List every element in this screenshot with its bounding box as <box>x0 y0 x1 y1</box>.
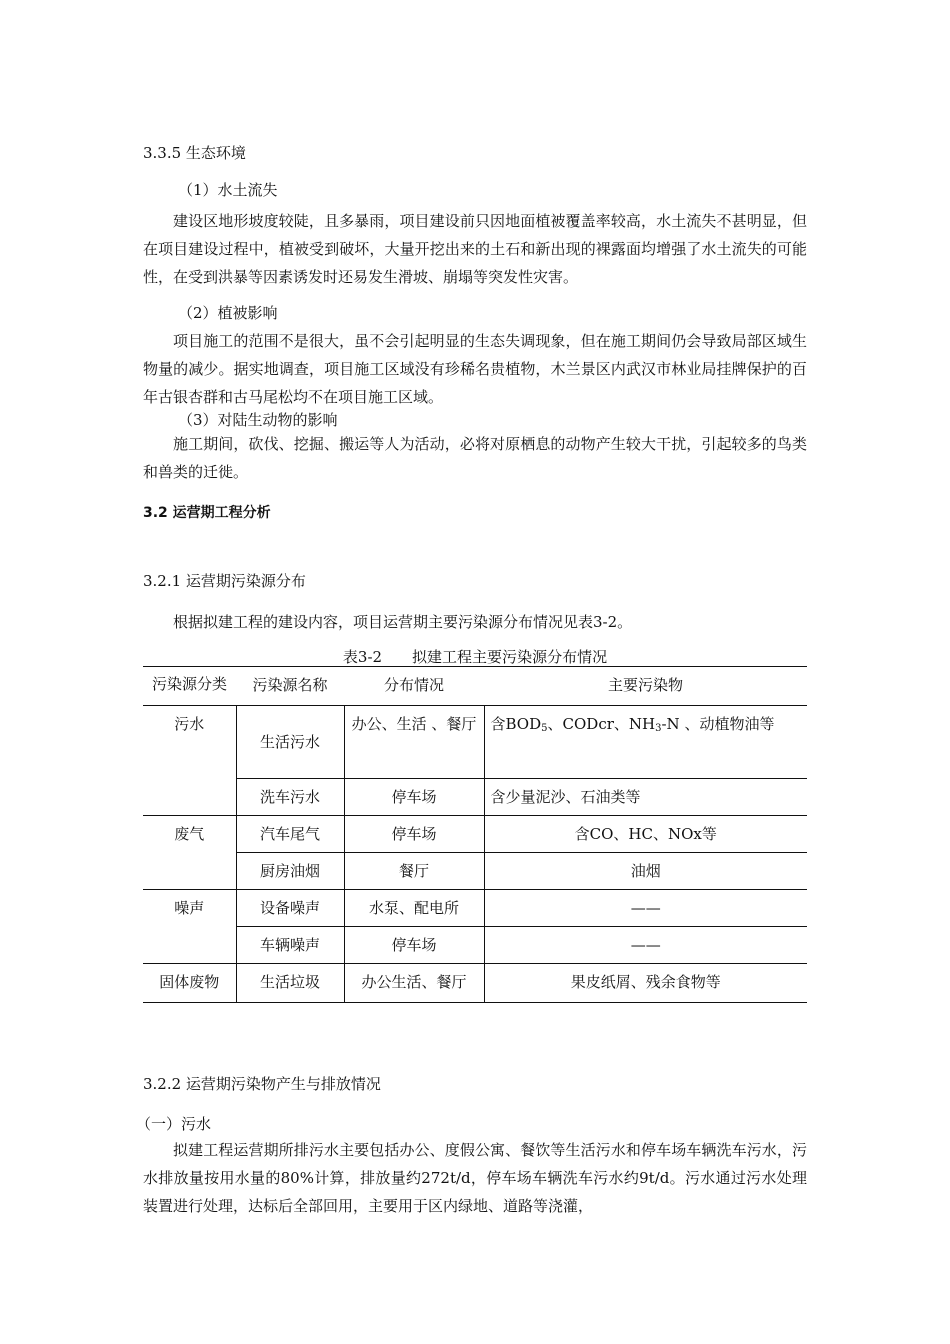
category-cell: 废气 <box>143 816 236 890</box>
table-row <box>143 927 807 964</box>
pollutant-cell: 果皮纸屑、残余食物等 <box>484 964 807 1003</box>
paragraph-soil-erosion: 建设区地形坡度较陡，且多暴雨，项目建设前只因地面植被覆盖率较高，水土流失不甚明显，但在项目建设过程中，植被受到破坏，大量开挖出来的土石和新出现的裸露面均增强了水土流失的可能性，在受到洪暴等因素诱发时还易发生滑坡、崩塌等突发性灾害。 <box>143 212 807 286</box>
category-cell: 污水 <box>143 706 236 816</box>
source-name-cell: 生活垃圾 <box>236 964 344 1003</box>
table-row <box>143 853 807 890</box>
subsection-vegetation: （2）植被影响 <box>178 304 278 322</box>
header-main-pollutant: 主要污染物 <box>484 667 807 706</box>
category-cell: 固体废物 <box>143 964 236 1003</box>
location-cell: 餐厅 <box>344 853 484 890</box>
subsection-terrestrial-animals: （3）对陆生动物的影响 <box>178 411 338 429</box>
header-category: 污染源分类 <box>143 667 236 706</box>
pollutant-cell: —— <box>484 890 807 927</box>
pollutant-cell: 油烟 <box>484 853 807 890</box>
paragraph-wastewater: 拟建工程运营期所排污水主要包括办公、度假公寓、餐饮等生活污水和停车场车辆洗车污水，污水排放量按用水量的80%计算，排放量约272t/d，停车场车辆洗车污水约9t/d。污水通过污水处理装置进行处理，达标后全部回用，主要用于区内绿地、道路等浇灌， <box>143 1141 807 1215</box>
header-location: 分布情况 <box>344 667 484 706</box>
subsection-soil-erosion: （1）水土流失 <box>178 181 278 199</box>
source-name-cell: 车辆噪声 <box>236 927 344 964</box>
source-name-cell: 设备噪声 <box>236 890 344 927</box>
source-name-cell: 厨房油烟 <box>236 853 344 890</box>
location-cell: 办公生活、餐厅 <box>344 964 484 1003</box>
section-title-3-3-5: 3.3.5 生态环境 <box>143 144 246 162</box>
location-cell: 办公、生活 、餐厅 <box>344 706 484 779</box>
subsection-wastewater: （一）污水 <box>136 1115 212 1133</box>
header-source-name: 污染源名称 <box>236 667 344 706</box>
table-caption: 表3-2 拟建工程主要污染源分布情况 <box>342 648 608 666</box>
location-cell: 停车场 <box>344 816 484 853</box>
table-row <box>143 890 807 927</box>
location-cell: 停车场 <box>344 779 484 816</box>
pollution-source-table <box>143 666 807 1003</box>
source-name-cell: 生活污水 <box>236 706 344 779</box>
source-name-cell: 洗车污水 <box>236 779 344 816</box>
location-cell: 停车场 <box>344 927 484 964</box>
pollutant-cell: 含少量泥沙、石油类等 <box>484 779 807 816</box>
table-row <box>143 964 807 1003</box>
table-header-row <box>143 667 807 706</box>
paragraph-table-intro: 根据拟建工程的建设内容，项目运营期主要污染源分布情况见表3-2。 <box>173 613 633 631</box>
location-cell: 水泵、配电所 <box>344 890 484 927</box>
pollutant-cell: —— <box>484 927 807 964</box>
pollutant-cell: 含CO、HC、NOx等 <box>484 816 807 853</box>
paragraph-terrestrial-animals: 施工期间，砍伐、挖掘、搬运等人为活动，必将对原栖息的动物产生较大干扰，引起较多的鸟类和兽类的迁徙。 <box>143 435 807 481</box>
section-title-3-2-2: 3.2.2 运营期污染物产生与排放情况 <box>143 1075 381 1093</box>
table-row <box>143 779 807 816</box>
category-cell: 噪声 <box>143 890 236 964</box>
table-row <box>143 706 807 779</box>
table-row <box>143 816 807 853</box>
section-title-3-2: 3.2 运营期工程分析 <box>143 505 271 521</box>
paragraph-vegetation: 项目施工的范围不是很大，虽不会引起明显的生态失调现象，但在施工期间仍会导致局部区域生物量的减少。据实地调查，项目施工区域没有珍稀名贵植物，木兰景区内武汉市林业局挂牌保护的百年古银杏群和古马尾松均不在项目施工区域。 <box>143 332 807 406</box>
source-name-cell: 汽车尾气 <box>236 816 344 853</box>
section-title-3-2-1: 3.2.1 运营期污染源分布 <box>143 572 306 590</box>
pollutant-cell: 含$BOD_5$、CODcr、$NH_3-N$ 、动植物油等 <box>484 706 807 779</box>
